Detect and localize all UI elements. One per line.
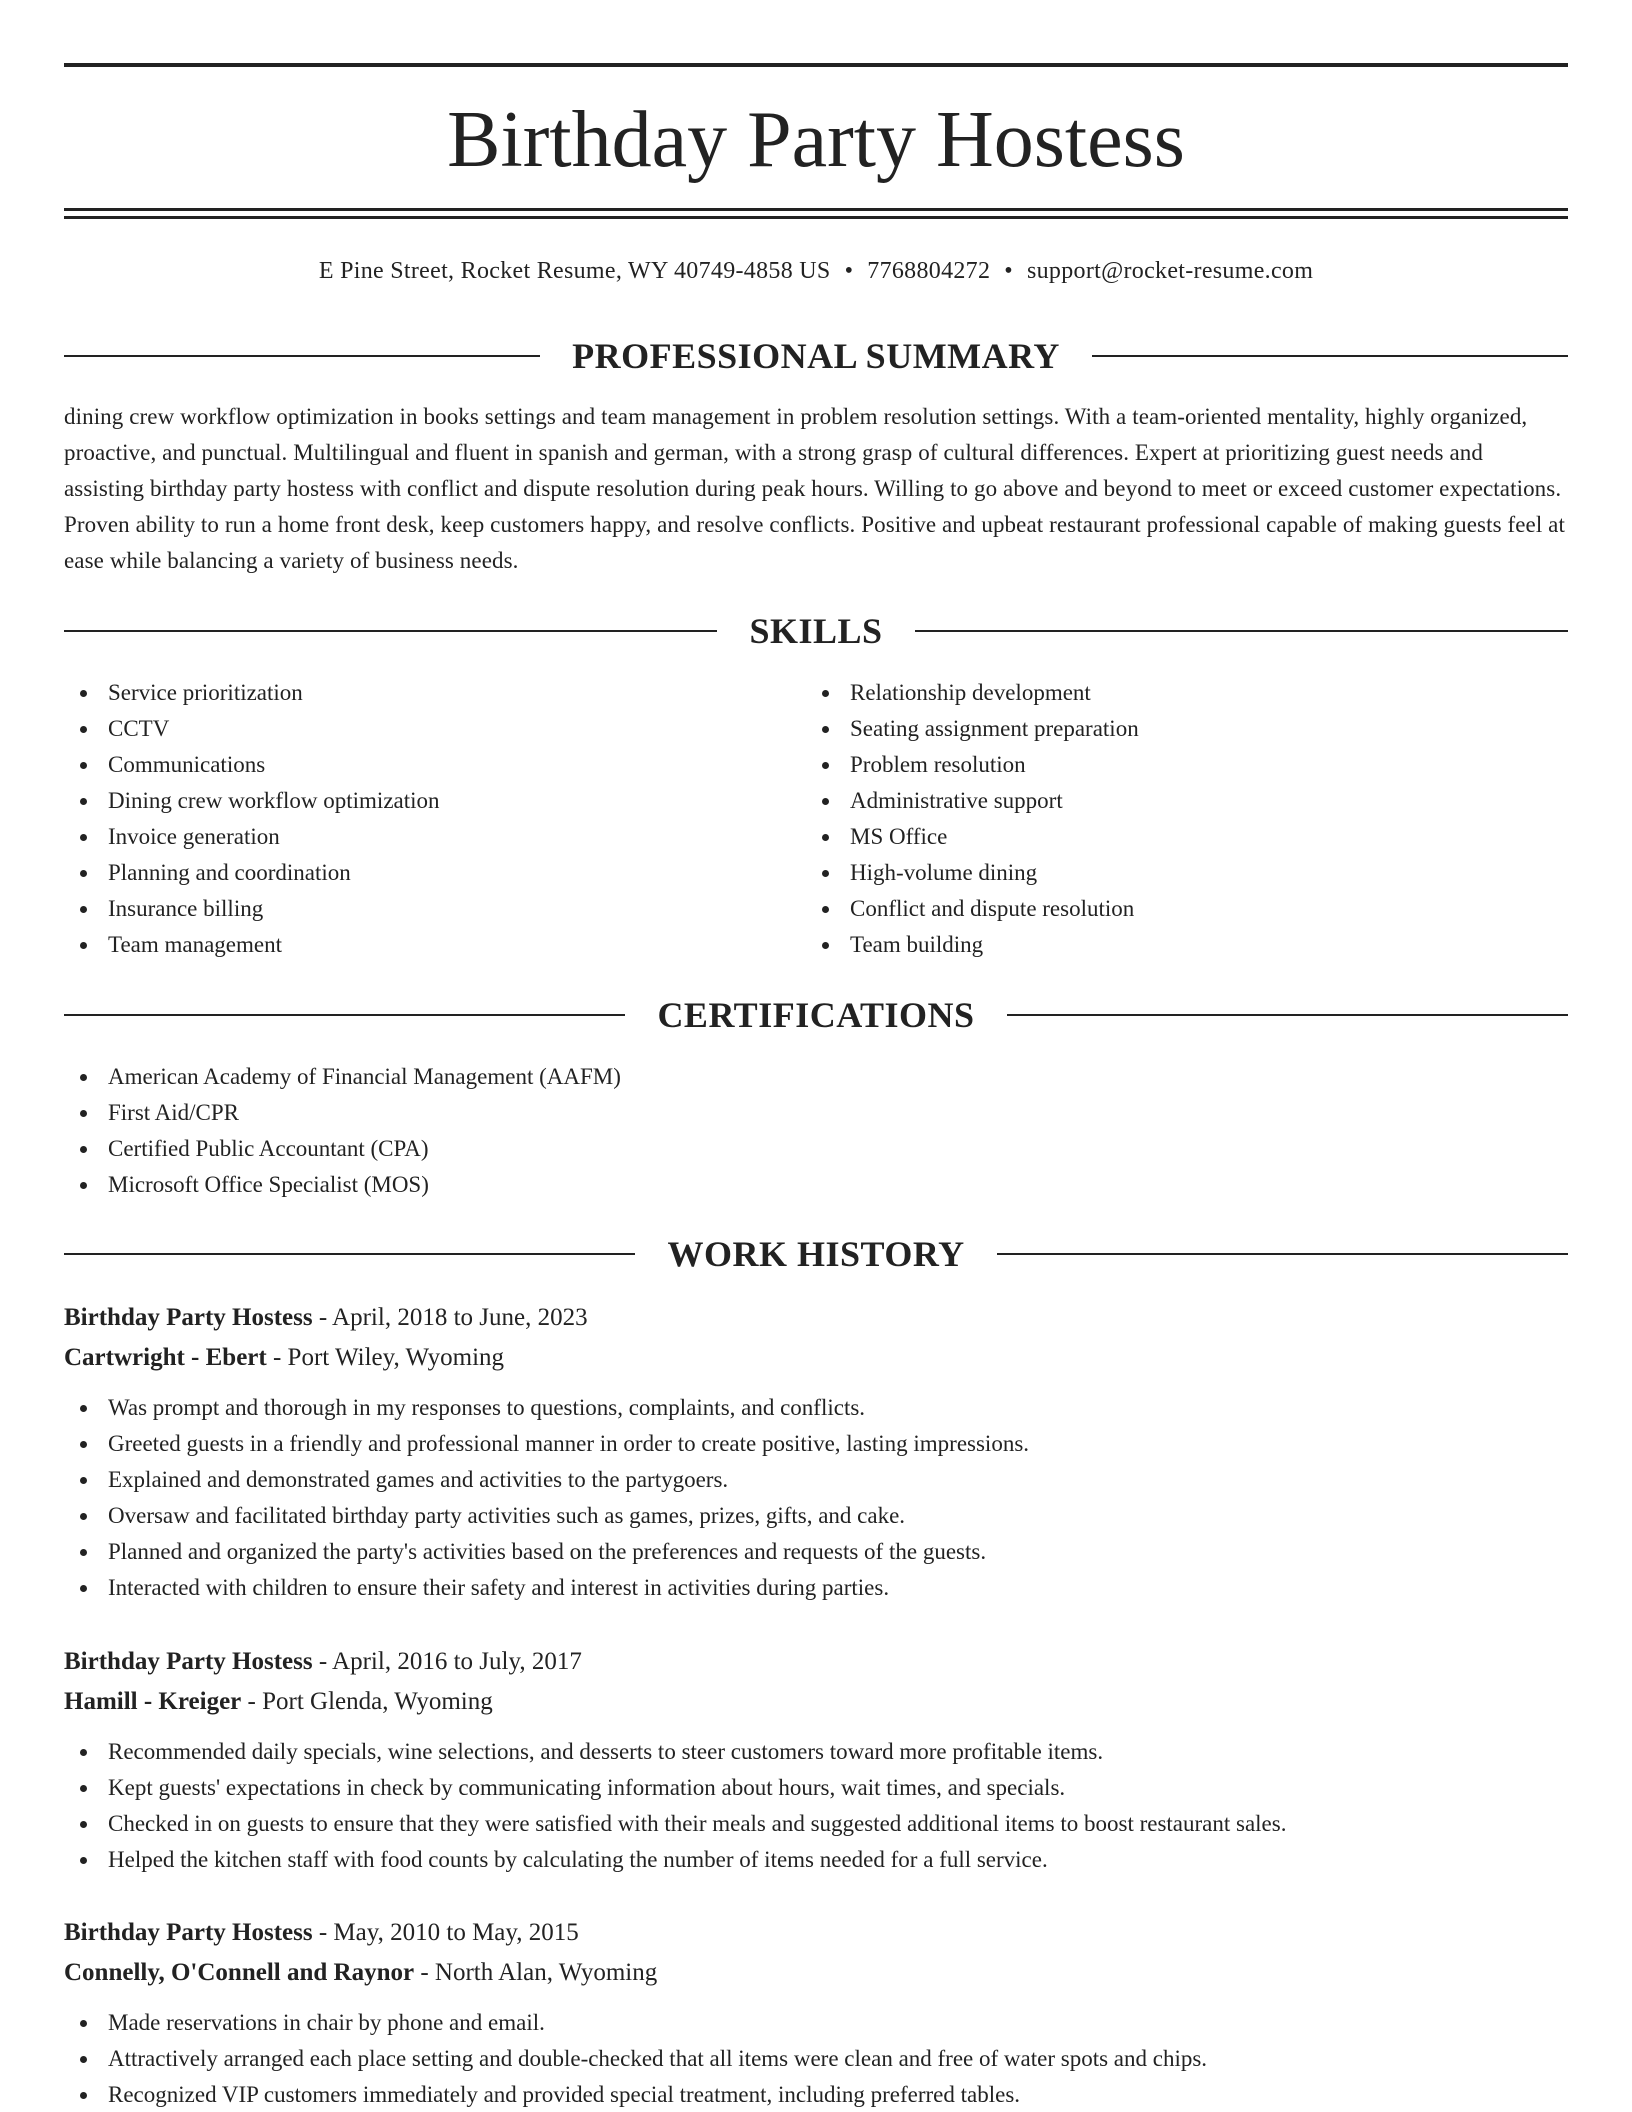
job-title: Birthday Party Hostess — [64, 1919, 313, 1946]
skill-item: Relationship development — [806, 675, 1506, 711]
top-rule — [64, 63, 1568, 67]
job-duty: Checked in on guests to ensure that they were satisfied with their meals and suggested additional items to boost restaurant sales. — [64, 1806, 1568, 1842]
contact-email: support@rocket-resume.com — [1026, 258, 1314, 284]
skill-item: High-volume dining — [806, 855, 1506, 891]
certification-item: First Aid/CPR — [64, 1095, 621, 1131]
contact-separator: • — [844, 258, 854, 284]
job-duty: Recommended daily specials, wine selections, and desserts to steer customers toward more profitable items. — [64, 1734, 1568, 1770]
certification-item: Certified Public Accountant (CPA) — [64, 1131, 621, 1167]
skill-item: Planning and coordination — [64, 855, 764, 891]
certification-item: American Academy of Financial Management (AAFM) — [64, 1059, 621, 1095]
skill-item: MS Office — [806, 819, 1506, 855]
job-title: Birthday Party Hostess — [64, 1304, 313, 1331]
skill-item: Service prioritization — [64, 675, 764, 711]
job-title-line — [64, 1298, 1568, 1338]
job-duty: Was prompt and thorough in my responses to questions, complaints, and conflicts. — [64, 1390, 1568, 1426]
skill-item: Invoice generation — [64, 819, 764, 855]
job-duty: Planned and organized the party's activities based on the preferences and requests of the guests. — [64, 1534, 1568, 1570]
contact-phone: 7768804272 — [867, 258, 991, 284]
skill-item: Problem resolution — [806, 747, 1506, 783]
job-company: Hamill - Kreiger — [64, 1688, 242, 1715]
contact-separator: • — [1004, 258, 1013, 284]
header-rule-lower — [64, 216, 1568, 219]
section-header-summary — [64, 334, 1568, 378]
job-location: - Port Glenda, Wyoming — [241, 1688, 493, 1715]
section-rule — [64, 630, 717, 632]
section-title: PROFESSIONAL SUMMARY — [572, 336, 1060, 376]
certification-item: Microsoft Office Specialist (MOS) — [64, 1167, 621, 1203]
skill-item: Insurance billing — [64, 891, 764, 927]
skill-item: Administrative support — [806, 783, 1506, 819]
contact-address: E Pine Street, Rocket Resume, WY 40749-4858 US — [318, 258, 831, 284]
job-duties-list — [64, 2005, 1568, 2112]
section-header-work-history — [64, 1232, 1568, 1276]
skill-item: Seating assignment preparation — [806, 711, 1506, 747]
section-rule — [64, 355, 540, 357]
contact-line — [64, 254, 1568, 288]
section-title: WORK HISTORY — [667, 1234, 965, 1274]
job-duty: Explained and demonstrated games and activities to the partygoers. — [64, 1462, 1568, 1498]
job-company: Cartwright - Ebert — [64, 1344, 267, 1371]
candidate-name: Birthday Party Hostess — [447, 96, 1185, 184]
job-entry — [64, 1298, 1568, 1606]
section-rule — [1007, 1014, 1568, 1016]
section-title: CERTIFICATIONS — [657, 995, 975, 1035]
skill-item: Team management — [64, 927, 764, 963]
skills-list-right — [806, 675, 1506, 963]
job-duty: Recognized VIP customers immediately and provided special treatment, including preferred tables. — [64, 2077, 1568, 2112]
section-header-skills — [64, 609, 1568, 653]
job-duty: Attractively arranged each place setting and double-checked that all items were clean and free of water spots and chips. — [64, 2041, 1568, 2077]
skill-item: Dining crew workflow optimization — [64, 783, 764, 819]
skill-item: Team building — [806, 927, 1506, 963]
skill-item: Conflict and dispute resolution — [806, 891, 1506, 927]
section-rule — [997, 1253, 1568, 1255]
section-rule — [64, 1253, 635, 1255]
certifications-list — [64, 1059, 621, 1203]
job-entry — [64, 1642, 1568, 1878]
job-title: Birthday Party Hostess — [64, 1648, 313, 1675]
section-rule — [64, 1014, 625, 1016]
job-company-line — [64, 1953, 1568, 1993]
skills-list-left — [64, 675, 764, 963]
job-duty: Interacted with children to ensure their safety and interest in activities during parties. — [64, 1570, 1568, 1606]
job-dates: - April, 2018 to June, 2023 — [312, 1304, 588, 1331]
job-location: - Port Wiley, Wyoming — [266, 1344, 505, 1371]
section-header-certifications — [64, 993, 1568, 1037]
skill-item: CCTV — [64, 711, 764, 747]
job-company: Connelly, O'Connell and Raynor — [64, 1959, 415, 1986]
job-company-line — [64, 1682, 1568, 1722]
job-dates: - May, 2010 to May, 2015 — [312, 1919, 579, 1946]
job-duties-list — [64, 1734, 1568, 1878]
job-title-line — [64, 1642, 1568, 1682]
job-duty: Oversaw and facilitated birthday party activities such as games, prizes, gifts, and cake. — [64, 1498, 1568, 1534]
section-rule — [1092, 355, 1568, 357]
header-rule-upper — [64, 208, 1568, 211]
job-duty: Kept guests' expectations in check by communicating information about hours, wait times, and specials. — [64, 1770, 1568, 1806]
job-company-line — [64, 1338, 1568, 1378]
job-duty: Greeted guests in a friendly and professional manner in order to create positive, lasting impressions. — [64, 1426, 1568, 1462]
job-dates: - April, 2016 to July, 2017 — [312, 1648, 582, 1675]
job-duty: Helped the kitchen staff with food counts by calculating the number of items needed for a full service. — [64, 1842, 1568, 1878]
skill-item: Communications — [64, 747, 764, 783]
job-duty: Made reservations in chair by phone and email. — [64, 2005, 1568, 2041]
job-entry — [64, 1913, 1568, 2112]
job-location: - North Alan, Wyoming — [414, 1959, 658, 1986]
summary-text: dining crew workflow optimization in books settings and team management in problem resolution settings. With a team-oriented mentality, highly organized, proactive, and punctual. Multilingual and fluent in spanish and german, with a strong grasp of cultural differences. Expert at prioritizing guest needs and assisting birthday party hostess with conflict and dispute resolution during peak hours. Willing to go above and beyond to meet or exceed customer expectations. Proven ability to run a home front desk, keep customers happy, and resolve conflicts. Positive and upbeat restaurant professional capable of making guests feel at ease while balancing a variety of business needs. — [64, 404, 1565, 573]
section-rule — [915, 630, 1568, 632]
job-duties-list — [64, 1390, 1568, 1606]
job-title-line — [64, 1913, 1568, 1953]
section-title: SKILLS — [749, 611, 883, 651]
